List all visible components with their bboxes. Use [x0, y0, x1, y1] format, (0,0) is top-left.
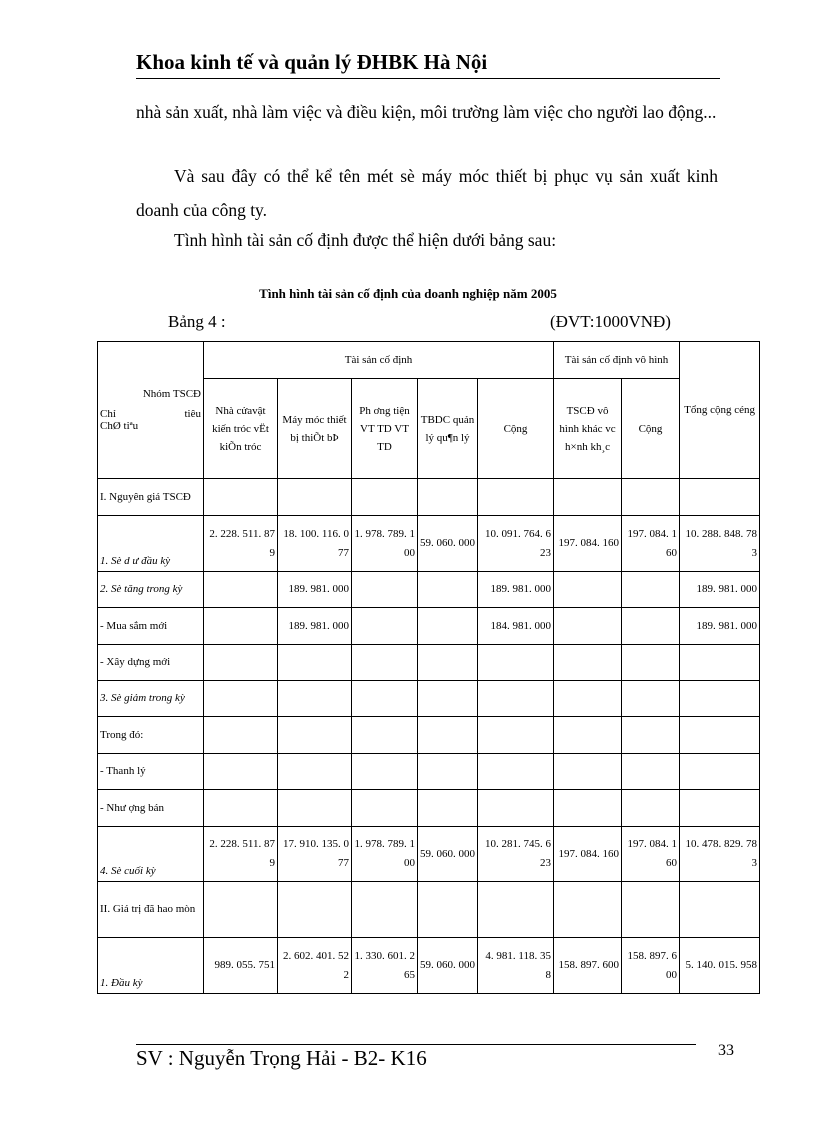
table-cell — [278, 479, 352, 516]
table-cell: 189. 981. 000 — [478, 572, 554, 608]
table-cell — [352, 717, 418, 754]
row-label: - Mua sắm mới — [98, 608, 204, 645]
column-header: TSCĐ vô hình khác vc h×nh kh¸c — [554, 379, 622, 479]
table-cell: 18. 100. 116. 077 — [278, 516, 352, 572]
footer-author: SV : Nguyễn Trọng Hải - B2- K16 — [136, 1046, 427, 1070]
table-cell — [204, 645, 278, 681]
header-divider — [136, 78, 720, 79]
table-cell — [352, 754, 418, 790]
row-label: II. Giá trị đã hao mòn — [98, 882, 204, 938]
table-cell: 2. 228. 511. 879 — [204, 516, 278, 572]
column-header: Máy móc thiết bị thiÕt bÞ — [278, 379, 352, 479]
table-cell — [204, 572, 278, 608]
table-cell — [352, 681, 418, 717]
table-cell — [554, 717, 622, 754]
table-cell: 2. 602. 401. 522 — [278, 938, 352, 994]
table-cell: 189. 981. 000 — [680, 572, 760, 608]
table-cell — [622, 681, 680, 717]
table-cell: 59. 060. 000 — [418, 516, 478, 572]
table-cell — [278, 681, 352, 717]
row-label: - Thanh lý — [98, 754, 204, 790]
table-cell — [278, 645, 352, 681]
table-cell — [622, 754, 680, 790]
table-cell — [418, 882, 478, 938]
table-cell — [418, 790, 478, 827]
table-cell: 1. 978. 789. 100 — [352, 827, 418, 882]
table-cell — [204, 479, 278, 516]
table-cell — [418, 479, 478, 516]
table-cell — [680, 754, 760, 790]
table-cell — [478, 882, 554, 938]
table-row — [98, 645, 760, 681]
row-header-bottom: ChØ tiªu — [100, 420, 139, 432]
total-header: Tổng cộng céng — [680, 342, 760, 479]
table-body — [98, 479, 760, 994]
table-cell — [622, 645, 680, 681]
table-cell — [478, 645, 554, 681]
table-row — [98, 479, 760, 516]
column-header: Nhà cửavật kiến tróc vËt kiÕn tróc — [204, 379, 278, 479]
table-cell — [478, 754, 554, 790]
table-cell: 1. 978. 789. 100 — [352, 516, 418, 572]
row-label: Trong đó: — [98, 717, 204, 754]
tangible-assets-group: Tài sản cố định — [204, 342, 554, 379]
row-label: I. Nguyên giá TSCĐ — [98, 479, 204, 516]
table-cell — [622, 717, 680, 754]
table-cell — [478, 717, 554, 754]
table-cell — [554, 754, 622, 790]
table-cell: 5. 140. 015. 958 — [680, 938, 760, 994]
table-cell: 197. 084. 160 — [554, 516, 622, 572]
table-cell — [418, 572, 478, 608]
table-cell: 2. 228. 511. 879 — [204, 827, 278, 882]
table-cell — [278, 882, 352, 938]
row-label: 1. Đầu kỳ — [98, 938, 204, 994]
row-header-left: Chỉ — [100, 408, 116, 420]
row-label: - Xây dựng mới — [98, 645, 204, 681]
table-cell — [352, 882, 418, 938]
table-row — [98, 938, 760, 994]
table-cell — [622, 790, 680, 827]
table-cell — [554, 608, 622, 645]
table-cell — [622, 882, 680, 938]
table-cell — [278, 790, 352, 827]
table-cell — [204, 754, 278, 790]
table-cell — [622, 608, 680, 645]
table-cell: 197. 084. 160 — [554, 827, 622, 882]
table-cell — [352, 608, 418, 645]
table-cell — [418, 754, 478, 790]
row-header-right: tiêu — [184, 408, 201, 420]
table-cell — [204, 681, 278, 717]
table-cell — [680, 882, 760, 938]
table-cell — [554, 882, 622, 938]
fixed-assets-table — [97, 341, 760, 994]
table-label: Bảng 4 : — [168, 312, 226, 331]
paragraph-1: nhà sản xuất, nhà làm việc và điều kiện, môi trường làm việc cho người lao động... — [136, 102, 717, 122]
column-header: Ph ơng tiện VT TD VT TD — [352, 379, 418, 479]
column-header: Cộng — [478, 379, 554, 479]
table-cell — [352, 572, 418, 608]
table-row — [98, 827, 760, 882]
table-row — [98, 754, 760, 790]
table-cell — [352, 790, 418, 827]
table-cell — [478, 681, 554, 717]
table-row — [98, 516, 760, 572]
table-cell — [278, 754, 352, 790]
table-row — [98, 717, 760, 754]
table-caption: Tình hình tài sản cố định của doanh nghiệp năm 2005 — [259, 286, 557, 301]
row-label: 1. Sè d ư đầu kỳ — [98, 516, 204, 572]
table-cell — [418, 608, 478, 645]
intangible-assets-group: Tài sản cố định vô hình — [554, 342, 680, 379]
table-cell — [418, 681, 478, 717]
table-cell: 59. 060. 000 — [418, 938, 478, 994]
table-cell — [478, 479, 554, 516]
paragraph-3: Tình hình tài sản cố định được thể hiện dưới bảng sau: — [174, 230, 557, 250]
row-header-top: Nhóm TSCĐ — [142, 388, 201, 400]
row-label: 2. Sè tăng trong kỳ — [98, 572, 204, 608]
table-cell: 189. 981. 000 — [278, 608, 352, 645]
row-header-cell — [98, 342, 204, 479]
table-cell: 10. 091. 764. 623 — [478, 516, 554, 572]
table-cell — [554, 645, 622, 681]
table-cell: 158. 897. 600 — [554, 938, 622, 994]
table-cell: 197. 084. 160 — [622, 827, 680, 882]
table-cell — [204, 882, 278, 938]
row-label: 4. Sè cuối kỳ — [98, 827, 204, 882]
table-cell — [680, 645, 760, 681]
table-row — [98, 681, 760, 717]
table-cell — [418, 645, 478, 681]
table-cell: 989. 055. 751 — [204, 938, 278, 994]
table-cell — [680, 790, 760, 827]
page-header-title: Khoa kinh tế và quản lý ĐHBK Hà Nội — [136, 50, 488, 74]
table-row — [98, 572, 760, 608]
table-cell — [554, 681, 622, 717]
table-header-row-1 — [98, 342, 760, 379]
table-cell — [478, 790, 554, 827]
table-row — [98, 882, 760, 938]
table-cell — [554, 572, 622, 608]
table-cell — [554, 790, 622, 827]
table-cell — [204, 608, 278, 645]
table-row — [98, 608, 760, 645]
table-cell — [680, 717, 760, 754]
table-cell: 10. 281. 745. 623 — [478, 827, 554, 882]
table-unit: (ĐVT:1000VNĐ) — [550, 312, 671, 331]
table-cell — [204, 790, 278, 827]
table-cell: 189. 981. 000 — [680, 608, 760, 645]
table-cell: 17. 910. 135. 077 — [278, 827, 352, 882]
table-cell: 10. 288. 848. 783 — [680, 516, 760, 572]
table-cell — [204, 717, 278, 754]
table-cell — [622, 572, 680, 608]
row-label: 3. Sè giảm trong kỳ — [98, 681, 204, 717]
table-cell — [418, 717, 478, 754]
paragraph-2: Và sau đây có thể kể tên mét sè máy móc thiết bị phục vụ sản xuất kinh doanh của công ty. — [136, 166, 718, 220]
column-header: Cộng — [622, 379, 680, 479]
table-cell: 197. 084. 160 — [622, 516, 680, 572]
table-cell: 184. 981. 000 — [478, 608, 554, 645]
table-cell: 189. 981. 000 — [278, 572, 352, 608]
table-row — [98, 790, 760, 827]
table-cell — [680, 681, 760, 717]
table-cell: 59. 060. 000 — [418, 827, 478, 882]
table-cell — [622, 479, 680, 516]
table-cell — [554, 479, 622, 516]
table-cell: 1. 330. 601. 265 — [352, 938, 418, 994]
table-cell: 158. 897. 600 — [622, 938, 680, 994]
table-cell: 4. 981. 118. 358 — [478, 938, 554, 994]
page-number: 33 — [718, 1042, 734, 1059]
row-label: - Như ợng bán — [98, 790, 204, 827]
table-cell — [352, 645, 418, 681]
table-cell — [680, 479, 760, 516]
column-header: TBDC quản lý qu¶n lý — [418, 379, 478, 479]
table-cell — [352, 479, 418, 516]
table-cell — [278, 717, 352, 754]
footer-divider — [136, 1044, 696, 1045]
table-cell: 10. 478. 829. 783 — [680, 827, 760, 882]
